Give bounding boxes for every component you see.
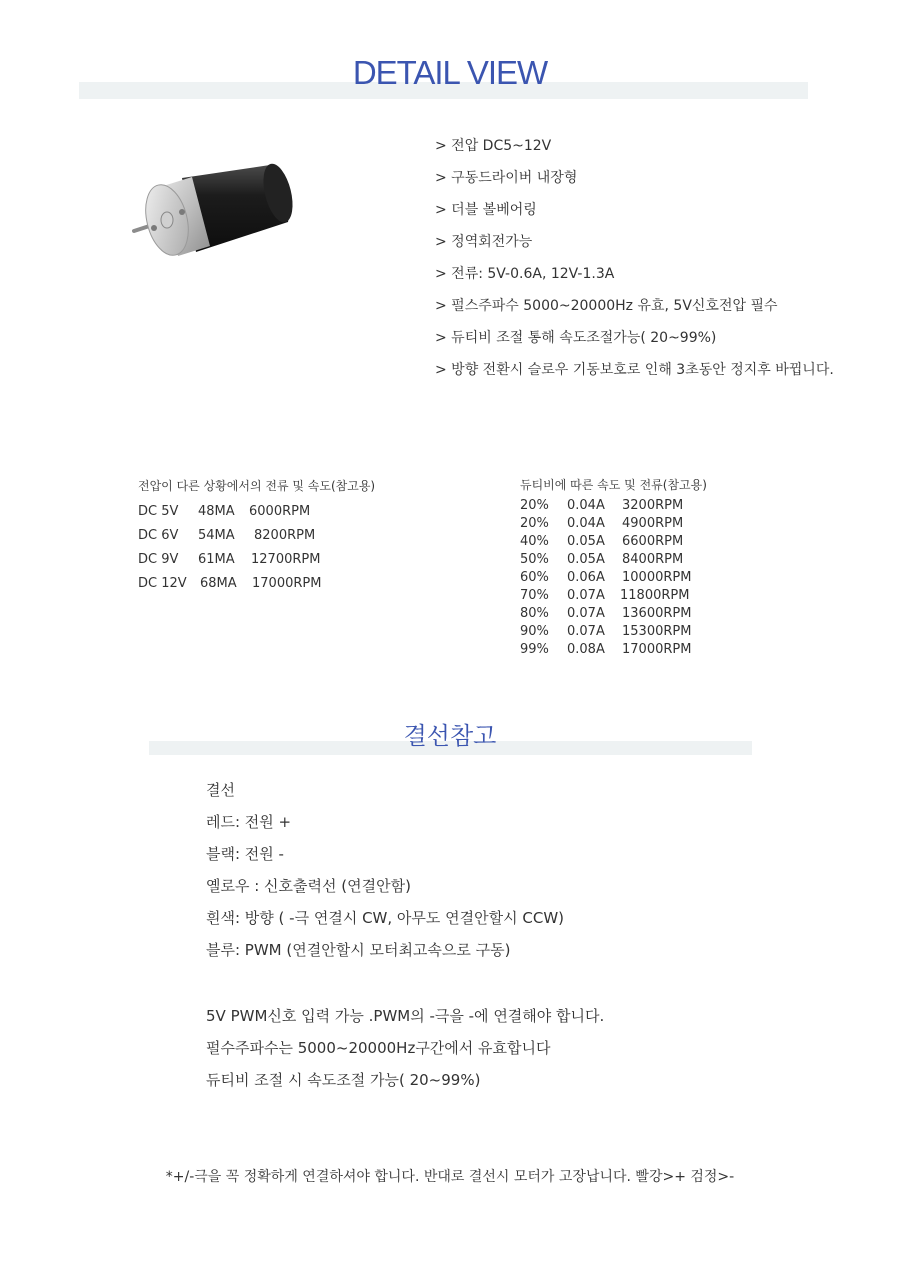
spec-item: > 더블 볼베어링	[435, 202, 537, 218]
table-row	[138, 503, 375, 527]
rpm-cell: 3200RPM	[622, 498, 684, 513]
table-row	[520, 587, 707, 605]
rpm-cell: 10000RPM	[622, 570, 692, 585]
wiring-title: 결선참고	[403, 723, 497, 750]
wiring-details	[206, 779, 604, 1101]
wiring-note: 5V PWM신호 입력 가능 .PWM의 -극을 -에 연결해야 합니다.	[206, 1007, 605, 1025]
wiring-note: 펄수주파수는 5000~20000Hz구간에서 유효합니다	[206, 1039, 551, 1057]
current-cell: 0.07A	[567, 588, 605, 603]
duty-table-title: 듀티비에 따른 속도 및 전류(참고용)	[520, 478, 707, 492]
voltage-cell: DC 12V	[138, 576, 187, 591]
duty-cell: 99%	[520, 642, 549, 657]
spec-item: > 방향 전환시 슬로우 기동보호로 인해 3초동안 정지후 바뀝니다.	[435, 362, 834, 378]
voltage-table	[138, 477, 375, 599]
duty-cell: 80%	[520, 606, 549, 621]
current-cell: 54MA	[198, 528, 235, 543]
current-cell: 0.05A	[567, 534, 605, 549]
current-cell: 0.08A	[567, 642, 605, 657]
table-row	[520, 569, 707, 587]
rpm-cell: 13600RPM	[622, 606, 692, 621]
current-cell: 0.06A	[567, 570, 605, 585]
voltage-cell: DC 6V	[138, 528, 179, 543]
wiring-line: 결선	[206, 781, 235, 799]
current-cell: 0.05A	[567, 552, 605, 567]
wiring-line: 블랙: 전원 -	[206, 845, 284, 863]
current-cell: 48MA	[198, 504, 235, 519]
voltage-cell: DC 9V	[138, 552, 179, 567]
current-cell: 61MA	[198, 552, 235, 567]
rpm-cell: 6000RPM	[249, 504, 311, 519]
table-row	[520, 533, 707, 551]
spec-item: > 펄스주파수 5000~20000Hz 유효, 5V신호전압 필수	[435, 298, 778, 314]
spec-item: > 전류: 5V-0.6A, 12V-1.3A	[435, 266, 615, 282]
motor-image	[130, 160, 300, 260]
duty-cell: 20%	[520, 498, 549, 513]
duty-cell: 20%	[520, 516, 549, 531]
spec-item: > 듀티비 조절 통해 속도조절가능( 20~99%)	[435, 330, 717, 346]
table-row	[520, 605, 707, 623]
voltage-cell: DC 5V	[138, 504, 179, 519]
rpm-cell: 17000RPM	[252, 576, 322, 591]
duty-cell: 40%	[520, 534, 549, 549]
wiring-line: 옐로우 : 신호출력선 (연결안함)	[206, 877, 411, 895]
current-cell: 0.07A	[567, 624, 605, 639]
duty-cell: 70%	[520, 588, 549, 603]
table-row	[138, 527, 375, 551]
current-cell: 0.07A	[567, 606, 605, 621]
table-row	[520, 641, 707, 659]
wiring-line: 블루: PWM (연결안할시 모터최고속으로 구동)	[206, 941, 511, 959]
warning-note: *+/-극을 꼭 정확하게 연결하셔야 합니다. 반대로 결선시 모터가 고장납니다. 빨강>+ 검정>-	[165, 1169, 735, 1185]
rpm-cell: 6600RPM	[622, 534, 684, 549]
table-row	[520, 551, 707, 569]
wiring-line: 흰색: 방향 ( -극 연결시 CW, 아무도 연결안할시 CCW)	[206, 909, 565, 927]
current-cell: 0.04A	[567, 516, 605, 531]
duty-table	[520, 476, 707, 659]
current-cell: 68MA	[200, 576, 237, 591]
rpm-cell: 12700RPM	[251, 552, 321, 567]
table-row	[138, 575, 375, 599]
wiring-line: 레드: 전원 +	[206, 813, 292, 831]
current-cell: 0.04A	[567, 498, 605, 513]
rpm-cell: 8400RPM	[622, 552, 684, 567]
table-row	[520, 515, 707, 533]
duty-cell: 60%	[520, 570, 549, 585]
spec-item: > 구동드라이버 내장형	[435, 170, 578, 186]
spec-list	[435, 136, 834, 392]
rpm-cell: 4900RPM	[622, 516, 684, 531]
voltage-table-title: 전압이 다른 상황에서의 전류 및 속도(참고용)	[138, 479, 376, 493]
duty-cell: 50%	[520, 552, 549, 567]
duty-cell: 90%	[520, 624, 549, 639]
rpm-cell: 8200RPM	[254, 528, 316, 543]
rpm-cell: 15300RPM	[622, 624, 692, 639]
page-title: DETAIL VIEW	[352, 54, 548, 91]
spec-item: > 정역회전가능	[435, 234, 533, 250]
table-row	[138, 551, 375, 575]
spec-item: > 전압 DC5~12V	[435, 138, 552, 154]
table-row	[520, 623, 707, 641]
wiring-note: 듀티비 조절 시 속도조절 가능( 20~99%)	[206, 1071, 481, 1089]
table-row	[520, 497, 707, 515]
rpm-cell: 11800RPM	[620, 588, 690, 603]
rpm-cell: 17000RPM	[622, 642, 692, 657]
